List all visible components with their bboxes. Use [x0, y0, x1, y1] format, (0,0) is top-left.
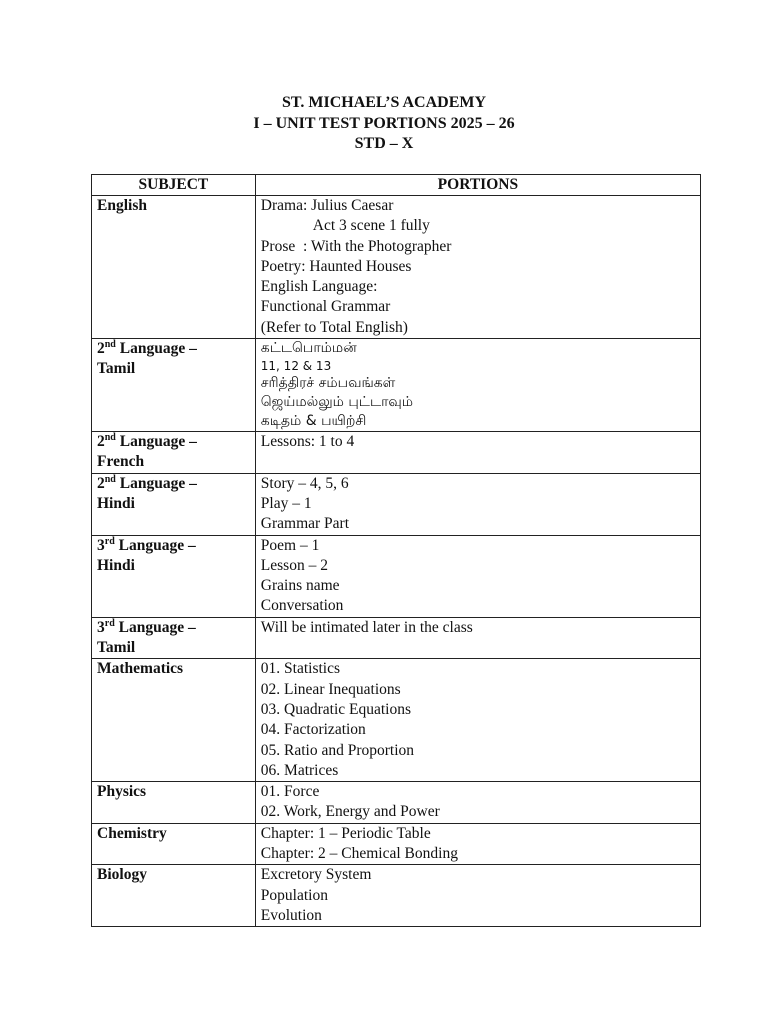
- portion-item: Grains name: [260, 577, 340, 595]
- portion-item: Functional Grammar: [260, 298, 391, 316]
- table-row: [92, 535, 701, 617]
- table-row: [92, 659, 701, 782]
- subject-cell: [92, 617, 256, 659]
- table-row: [92, 865, 701, 927]
- portions-cell: [255, 823, 700, 865]
- portion-item: Lesson – 2: [260, 556, 328, 574]
- subject-cell: [92, 782, 256, 824]
- ordinal-suffix: rd: [104, 617, 115, 629]
- portion-item: 11, 12 & 13: [260, 359, 332, 374]
- table-row: [92, 823, 701, 865]
- portion-item: 03. Quadratic Equations: [260, 700, 412, 718]
- portions-table: [91, 174, 701, 927]
- table-row: [92, 617, 701, 659]
- portion-item: Grammar Part: [260, 515, 350, 533]
- ordinal-number: 2: [97, 340, 105, 358]
- portions-cell: [255, 865, 700, 927]
- ordinal-suffix: nd: [104, 431, 116, 443]
- portions-cell: [255, 782, 700, 824]
- subject-label: [97, 474, 255, 494]
- portion-item: கட்டபொம்மன்: [260, 340, 357, 357]
- portion-item: 02. Work, Energy and Power: [260, 803, 440, 821]
- subject-cell: [92, 196, 256, 339]
- portion-item: 04. Factorization: [260, 721, 366, 739]
- portion-item: [261, 638, 700, 658]
- portion-item: Conversation: [260, 597, 344, 615]
- portion-item: 06. Matrices: [260, 761, 339, 779]
- portions-cell: [255, 339, 700, 432]
- table-row: [92, 339, 701, 432]
- subject-label-line2: Hindi: [97, 494, 135, 512]
- document-header: [0, 93, 768, 155]
- portion-item: Chapter: 2 – Chemical Bonding: [260, 845, 458, 863]
- ordinal-number: 2: [97, 433, 105, 451]
- portions-cell: [255, 617, 700, 659]
- subject-cell: [92, 432, 256, 474]
- document-title: I – UNIT TEST PORTIONS 2025 – 26: [253, 114, 515, 132]
- column-header-subject: SUBJECT: [92, 175, 256, 196]
- subject-label: Mathematics: [97, 660, 184, 678]
- subject-label-rest: Language –: [114, 536, 196, 554]
- subject-label-line2: Tamil: [97, 639, 136, 657]
- subject-label-line2: French: [97, 453, 145, 471]
- subject-label: Biology: [97, 866, 147, 884]
- subject-cell: [92, 339, 256, 432]
- portions-cell: [255, 659, 700, 782]
- subject-label: [97, 536, 255, 556]
- ordinal-number: 2: [97, 474, 105, 492]
- column-header-portions: PORTIONS: [255, 175, 700, 196]
- portions-cell: [255, 473, 700, 535]
- portion-item: Act 3 scene 1 fully: [312, 217, 430, 235]
- portions-cell: [255, 535, 700, 617]
- school-name: ST. MICHAEL’S ACADEMY: [281, 94, 487, 111]
- portion-item: ஜெய்மல்லும் புட்டாவும்: [260, 394, 414, 411]
- portion-item: Excretory System: [260, 866, 372, 884]
- subject-cell: [92, 535, 256, 617]
- table-header-row: [92, 175, 701, 196]
- ordinal-suffix: nd: [104, 473, 116, 485]
- subject-label: English: [97, 197, 147, 214]
- ordinal-number: 3: [97, 536, 105, 554]
- portion-item: 01. Force: [260, 783, 320, 801]
- portion-item: 02. Linear Inequations: [260, 680, 401, 698]
- portion-item: Lessons: 1 to 4: [260, 433, 355, 451]
- subject-label: Physics: [97, 783, 147, 801]
- subject-label-rest: Language –: [115, 474, 197, 492]
- portions-cell: [255, 432, 700, 474]
- subject-label: [97, 339, 255, 359]
- subject-label-line2: Tamil: [97, 360, 136, 378]
- portion-item: 05. Ratio and Proportion: [260, 741, 415, 759]
- portion-item: Evolution: [260, 906, 322, 924]
- table-row: [92, 196, 701, 339]
- table-row: [92, 432, 701, 474]
- portion-item: (Refer to Total English): [260, 318, 408, 336]
- portions-cell: [255, 196, 700, 339]
- portion-item: Story – 4, 5, 6: [260, 474, 349, 492]
- portion-item: Population: [260, 886, 328, 904]
- subject-cell: [92, 865, 256, 927]
- subject-cell: [92, 823, 256, 865]
- portion-item: English Language:: [260, 278, 378, 296]
- portion-item: Poem – 1: [260, 536, 320, 554]
- portion-item: கடிதம் & பயிற்சி: [260, 413, 367, 430]
- subject-label-rest: Language –: [115, 433, 197, 451]
- portion-item: Drama: Julius Caesar: [260, 197, 394, 214]
- subject-label-rest: Language –: [114, 618, 196, 636]
- ordinal-suffix: nd: [104, 338, 116, 350]
- subject-label: [97, 432, 255, 452]
- subject-label-line2: Hindi: [97, 556, 135, 574]
- standard-label: STD – X: [354, 135, 414, 152]
- ordinal-suffix: rd: [104, 535, 115, 547]
- portion-item: Will be intimated later in the class: [260, 618, 473, 636]
- table-body: [92, 196, 701, 927]
- portion-item: Prose : With the Photographer: [260, 237, 452, 255]
- portion-item: சரித்திரச் சம்பவங்கள்: [260, 375, 396, 392]
- portion-item: [261, 452, 700, 472]
- subject-label-rest: Language –: [115, 340, 197, 358]
- subject-cell: [92, 659, 256, 782]
- subject-label: [97, 618, 255, 638]
- subject-label: Chemistry: [97, 824, 167, 842]
- portion-item: Play – 1: [260, 494, 312, 512]
- table-row: [92, 473, 701, 535]
- ordinal-number: 3: [97, 618, 105, 636]
- portion-item: Chapter: 1 – Periodic Table: [260, 824, 431, 842]
- subject-cell: [92, 473, 256, 535]
- portion-item: 01. Statistics: [260, 660, 341, 678]
- portion-item: Poetry: Haunted Houses: [260, 257, 412, 275]
- table-row: [92, 782, 701, 824]
